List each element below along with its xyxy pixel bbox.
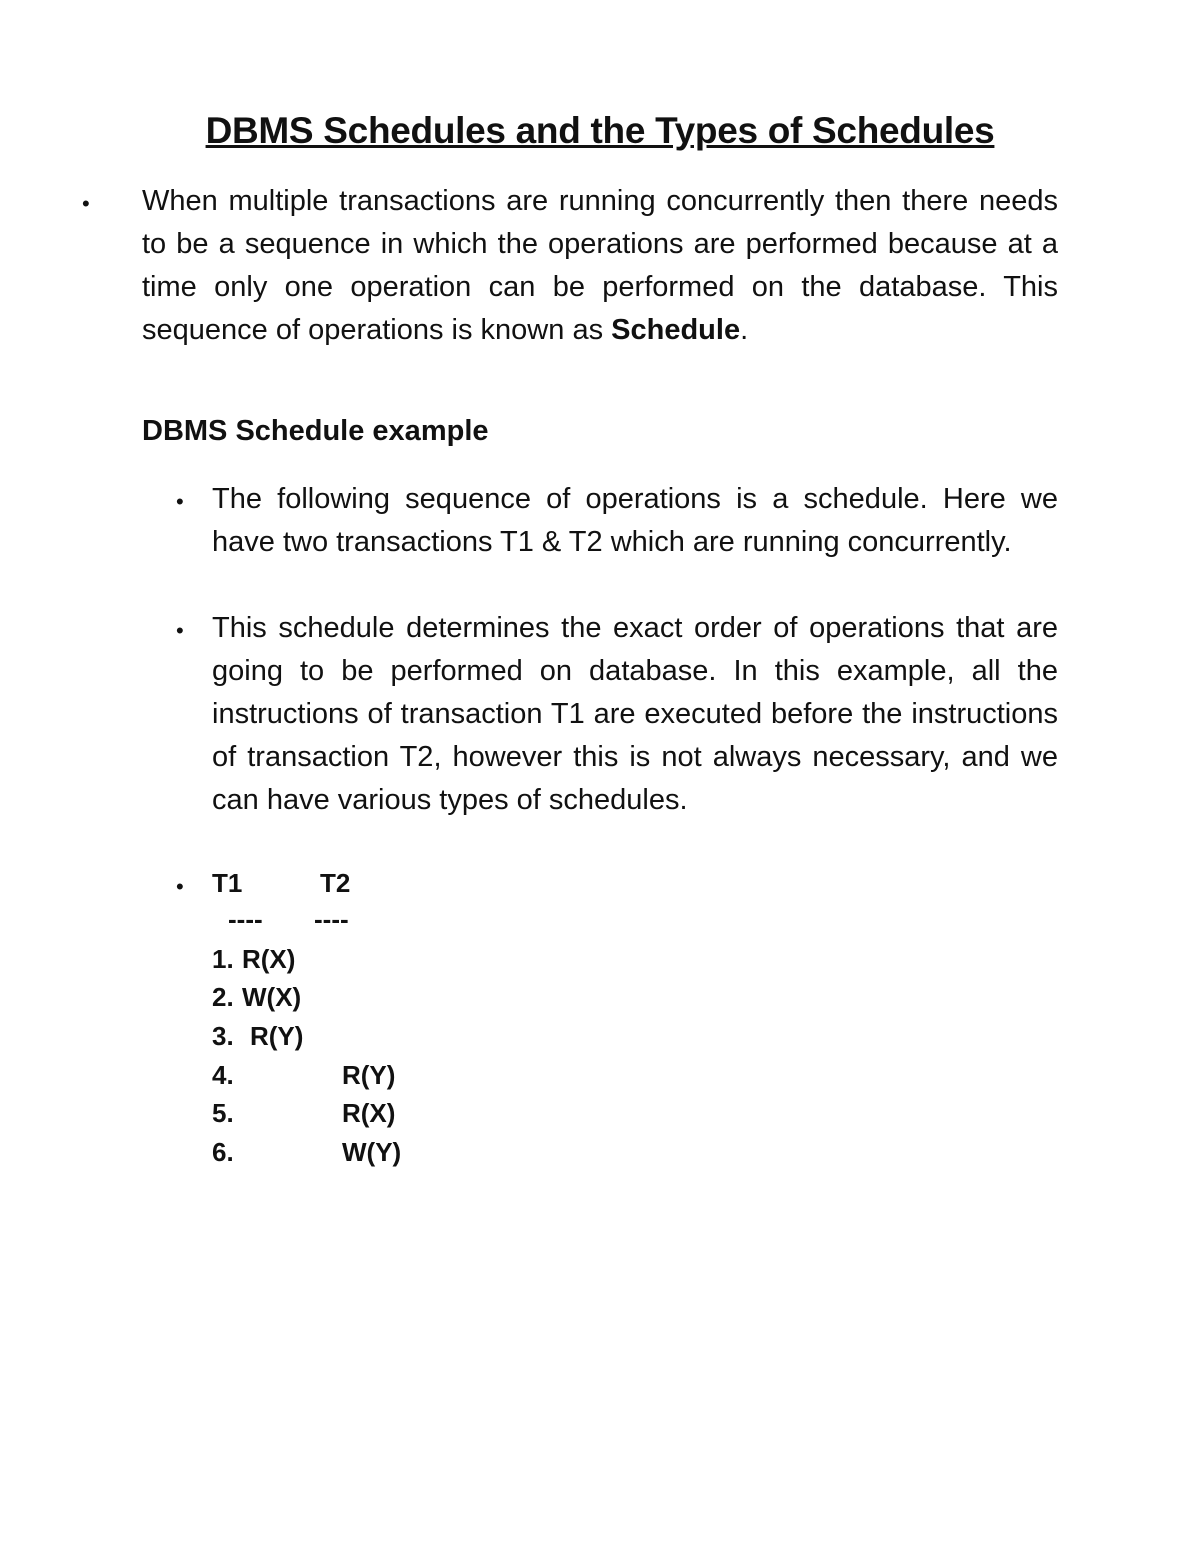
table-header-t2: T2	[320, 868, 351, 898]
sub-bullet-1: The following sequence of operations is a schedule. Here we have two transactions T1 & T2 which are running concurrently.	[212, 483, 1058, 558]
intro-text: When multiple transactions are running concurrently then there needs to be a sequence in which the operations are performed because at a time only one operation can be performed on the database. This sequence of operations is known as	[142, 185, 1058, 346]
bullet-marker: •	[176, 874, 184, 899]
row-number: 6.	[212, 1137, 234, 1167]
row-t2-op: W(Y)	[342, 1137, 402, 1167]
row-t2-op: R(Y)	[342, 1060, 396, 1090]
bullet-marker: •	[176, 489, 184, 514]
row-number: 2.	[212, 982, 234, 1012]
row-t1-op: R(X)	[242, 944, 296, 974]
intro-paragraph	[142, 180, 1058, 352]
example-heading: DBMS Schedule example	[142, 415, 489, 447]
row-number: 1.	[212, 944, 234, 974]
row-t1-op: R(Y)	[250, 1021, 304, 1051]
bullet-marker: •	[176, 618, 184, 643]
page-title: DBMS Schedules and the Types of Schedules	[205, 110, 995, 151]
row-number: 4.	[212, 1060, 234, 1090]
intro-text-end: .	[740, 314, 749, 346]
row-number: 3.	[212, 1021, 234, 1051]
row-t2-op: R(X)	[342, 1098, 396, 1128]
schedule-term: Schedule	[611, 314, 741, 346]
bullet-marker: •	[82, 191, 90, 216]
table-dash-t1: ----	[228, 904, 263, 934]
table-header-t1: T1	[212, 868, 243, 898]
row-number: 5.	[212, 1098, 234, 1128]
row-t1-op: W(X)	[242, 982, 302, 1012]
sub-bullet-2: This schedule determines the exact order of operations that are going to be performed on database. In this example, all the instructions of transaction T1 are executed before the instructions of transaction T2, however this is not always necessary, and we can have various types of schedules.	[212, 612, 1058, 816]
table-dash-t2: ----	[314, 904, 349, 934]
